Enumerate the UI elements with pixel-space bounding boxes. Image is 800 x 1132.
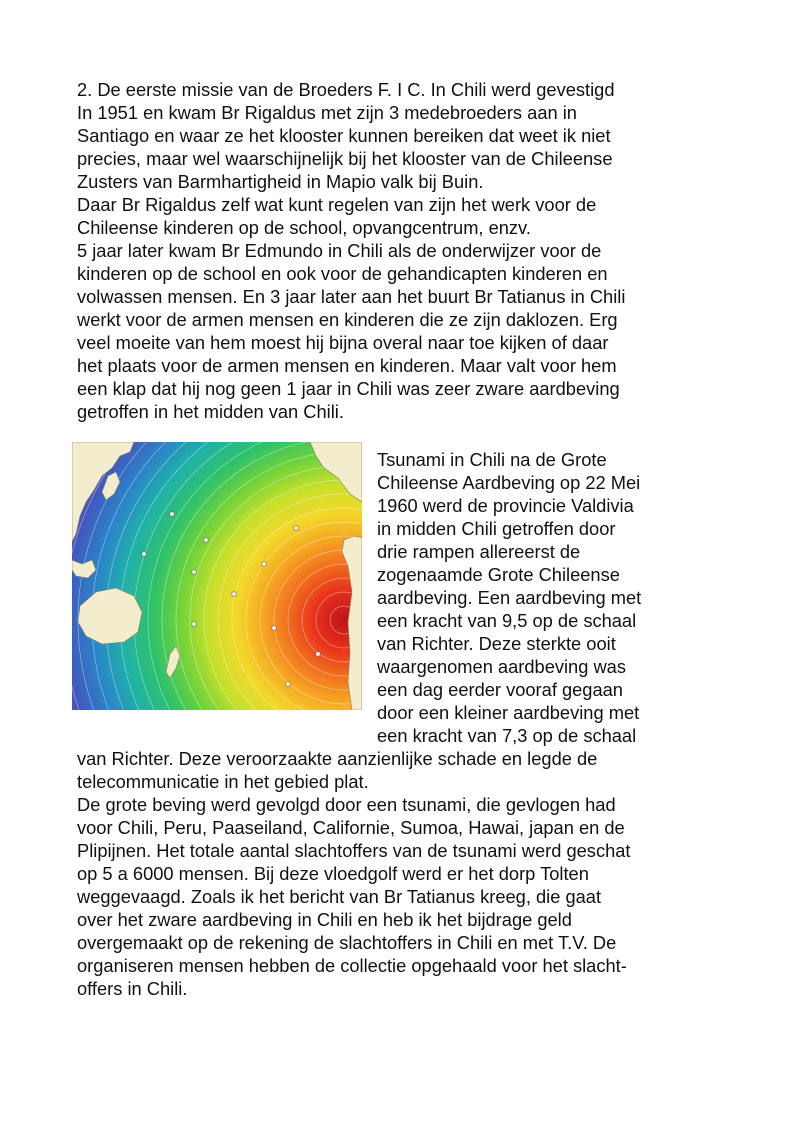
intro-line: kinderen op de school en ook voor de gehandicapten kinderen en <box>77 263 608 284</box>
intro-line: een klap dat hij nog geen 1 jaar in Chili was zeer zware aardbeving <box>77 378 620 399</box>
intro-line: In 1951 en kwam Br Rigaldus met zijn 3 medebroeders aan in <box>77 102 577 123</box>
side-line: door een kleiner aardbeving met <box>377 702 640 723</box>
intro-line: veel moeite van hem moest hij bijna overal naar toe kijken of daar <box>77 332 609 353</box>
bottom-line: voor Chili, Peru, Paaseiland, Californie, Sumoa, Hawai, japan en de <box>77 817 625 838</box>
intro-line: precies, maar wel waarschijnelijk bij het klooster van de Chileense <box>77 148 613 169</box>
bottom-line: op 5 a 6000 mensen. Bij deze vloedgolf werd er het dorp Tolten <box>77 863 589 884</box>
intro-line: getroffen in het midden van Chili. <box>77 401 344 422</box>
side-line: in midden Chili getroffen door <box>377 518 616 539</box>
bottom-line: organiseren mensen hebben de collectie opgehaald voor het slacht- <box>77 955 627 976</box>
bottom-line: De grote beving werd gevolgd door een tsunami, die gevlogen had <box>77 794 616 815</box>
side-line: Tsunami in Chili na de Grote <box>377 449 607 470</box>
side-line: een kracht van 7,3 op de schaal <box>377 725 637 746</box>
bottom-line: overgemaakt op de rekening de slachtoffers in Chili en met T.V. De <box>77 932 617 953</box>
side-line: drie rampen allereerst de <box>377 541 581 562</box>
bottom-line: Plipijnen. Het totale aantal slachtoffers van de tsunami werd geschat <box>77 840 631 861</box>
bottom-line: offers in Chili. <box>77 978 188 999</box>
intro-line: Daar Br Rigaldus zelf wat kunt regelen van zijn het werk voor de <box>77 194 597 215</box>
tsunami-travel-time-map <box>72 442 362 710</box>
intro-line: Chileense kinderen op de school, opvangcentrum, enzv. <box>77 217 531 238</box>
bottom-line: van Richter. Deze veroorzaakte aanzienlijke schade en legde de <box>77 748 598 769</box>
bottom-line: over het zware aardbeving in Chili en heb ik het bijdrage geld <box>77 909 572 930</box>
intro-line: Zusters van Barmhartigheid in Mapio valk bij Buin. <box>77 171 484 192</box>
intro-line: werkt voor de armen mensen en kinderen die ze zijn daklozen. Erg <box>77 309 618 330</box>
side-line: een dag eerder vooraf gegaan <box>377 679 623 700</box>
side-line: zogenaamde Grote Chileense <box>377 564 620 585</box>
intro-line: volwassen mensen. En 3 jaar later aan het buurt Br Tatianus in Chili <box>77 286 626 307</box>
intro-line: Santiago en waar ze het klooster kunnen bereiken dat weet ik niet <box>77 125 611 146</box>
tsunami-map-figure <box>72 442 362 710</box>
side-line: van Richter. Deze sterkte ooit <box>377 633 616 654</box>
side-line: een kracht van 9,5 op de schaal <box>377 610 637 631</box>
side-line: 1960 werd de provincie Valdivia <box>377 495 634 516</box>
side-line: Chileense Aardbeving op 22 Mei <box>377 472 641 493</box>
bottom-line: telecommunicatie in het gebied plat. <box>77 771 369 792</box>
side-line: aardbeving. Een aardbeving met <box>377 587 642 608</box>
intro-line: 2. De eerste missie van de Broeders F. I C. In Chili werd gevestigd <box>77 79 615 100</box>
intro-line: 5 jaar later kwam Br Edmundo in Chili als de onderwijzer voor de <box>77 240 602 261</box>
intro-line: het plaats voor de armen mensen en kinderen. Maar valt voor hem <box>77 355 617 376</box>
bottom-line: weggevaagd. Zoals ik het bericht van Br Tatianus kreeg, die gaat <box>77 886 602 907</box>
side-line: waargenomen aardbeving was <box>377 656 626 677</box>
